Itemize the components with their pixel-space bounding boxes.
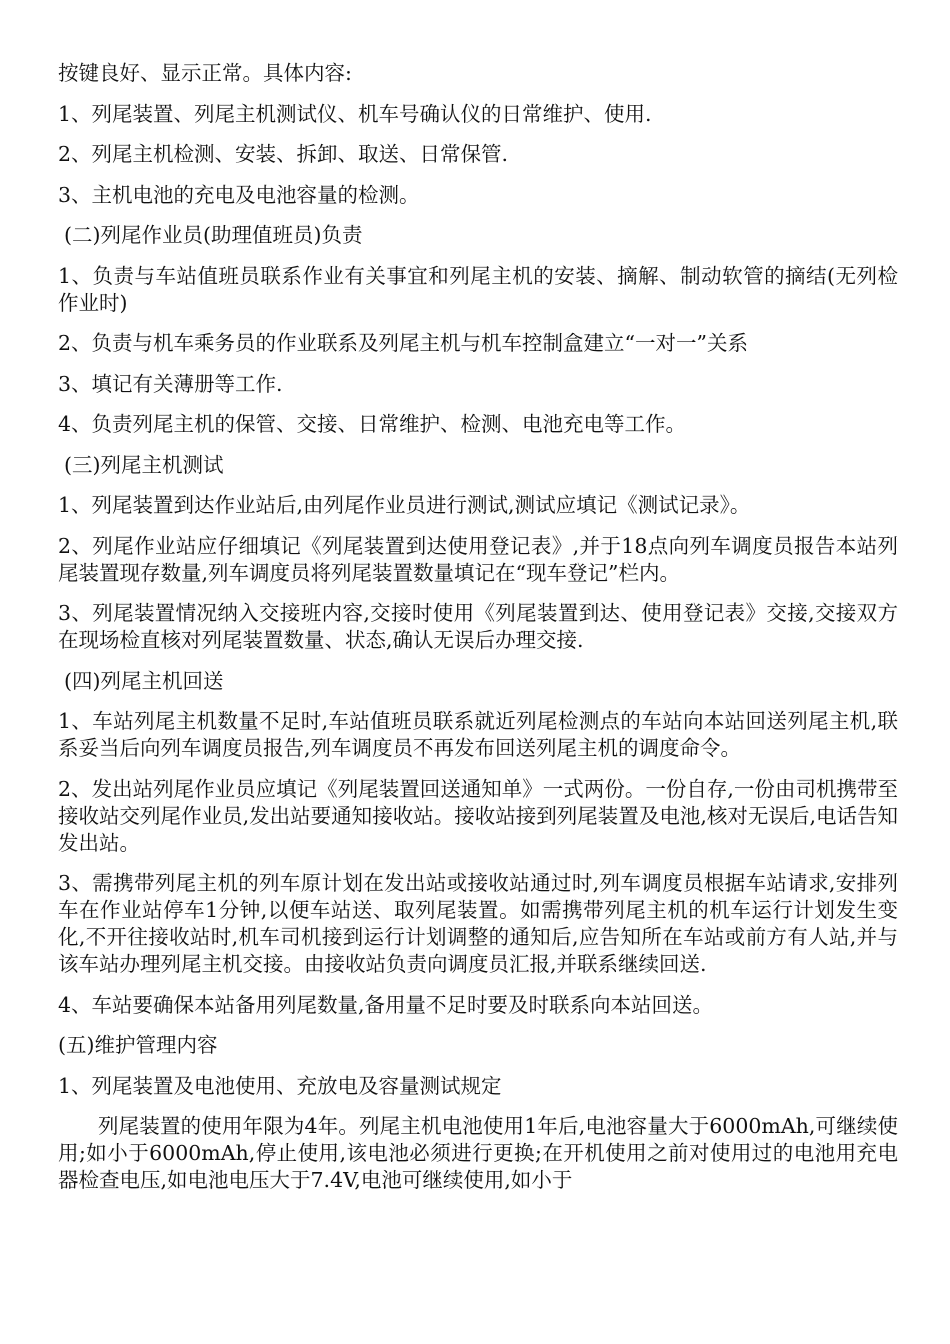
paragraph-item-1: 1、列尾装置到达作业站后,由列尾作业员进行测试,测试应填记《测试记录》。 <box>58 493 751 517</box>
section-heading-5: (五)维护管理内容 <box>58 1033 218 1057</box>
document-body <box>58 60 898 1208</box>
section-heading-2: (二)列尾作业员(助理值班员)负责 <box>64 223 363 247</box>
paragraph-item-1: 1、车站列尾主机数量不足时,车站值班员联系就近列尾检测点的车站向本站回送列尾主机,联系妥当后向列车调度员报告,列车调度员不再发布回送列尾主机的调度命令。 <box>58 709 898 760</box>
section-heading-3: (三)列尾主机测试 <box>64 452 224 477</box>
paragraph-item-1: 1、负责与车站值班员联系作业有关事宜和列尾主机的安装、摘解、制动软管的摘结(无列检作业时) <box>58 263 898 315</box>
paragraph-item-3: 3、列尾装置情况纳入交接班内容,交接时使用《列尾装置到达、使用登记表》交接,交接双方在现场检直核对列尾装置数量、状态,确认无误后办理交接. <box>58 601 898 652</box>
paragraph-body: 列尾装置的使用年限为4年。列尾主机电池使用1年后,电池容量大于6000mAh,可继续使用;如小于6000mAh,停止使用,该电池必须进行更换;在开机使用之前对使用过的电池用充电器检查电压,如电池电压大于7.4V,电池可继续使用,如小于 <box>58 1114 898 1192</box>
paragraph-item-4: 4、负责列尾主机的保管、交接、日常维护、检测、电池充电等工作。 <box>58 412 687 436</box>
paragraph-item-3: 3、填记有关薄册等工作. <box>58 371 283 396</box>
paragraph-item-1: 1、列尾装置及电池使用、充放电及容量测试规定 <box>58 1073 502 1098</box>
paragraph-item-2: 2、列尾主机检测、安装、拆卸、取送、日常保管. <box>58 142 509 166</box>
paragraph-item-2: 2、发出站列尾作业员应填记《列尾装置回送通知单》一式两份。一份自存,一份由司机携带至接收站交列尾作业员,发出站要通知接收站。接收站接到列尾装置及电池,核对无误后,电话告知发出站。 <box>58 776 898 855</box>
section-heading-4: (四)列尾主机回送 <box>64 668 224 693</box>
paragraph-item-3: 3、需携带列尾主机的列车原计划在发出站或接收站通过时,列车调度员根据车站请求,安排列车在作业站停车1分钟,以便车站送、取列尾装置。如需携带列尾主机的机车运行计划发生变化,不开往接收站时,机车司机接到运行计划调整的通知后,应告知所在车站或前方有人站,并与该车站办理列尾主机交接。由接收站负责向调度员汇报,并联系继续回送. <box>58 871 898 976</box>
paragraph-item-2: 2、负责与机车乘务员的作业联系及列尾主机与机车控制盒建立“一对一”关系 <box>58 331 749 355</box>
paragraph-item-1: 1、列尾装置、列尾主机测试仪、机车号确认仪的日常维护、使用. <box>58 101 652 126</box>
paragraph-item-4: 4、车站要确保本站备用列尾数量,备用量不足时要及时联系向本站回送。 <box>58 992 714 1017</box>
paragraph-item-3: 3、主机电池的充电及电池容量的检测。 <box>58 182 420 207</box>
paragraph-item-2: 2、列尾作业站应仔细填记《列尾装置到达使用登记表》,并于18点向列车调度员报告本站列尾装置现存数量,列车调度员将列尾装置数量填记在“现车登记”栏内。 <box>58 533 898 585</box>
paragraph-intro: 按键良好、显示正常。具体内容: <box>58 61 352 85</box>
